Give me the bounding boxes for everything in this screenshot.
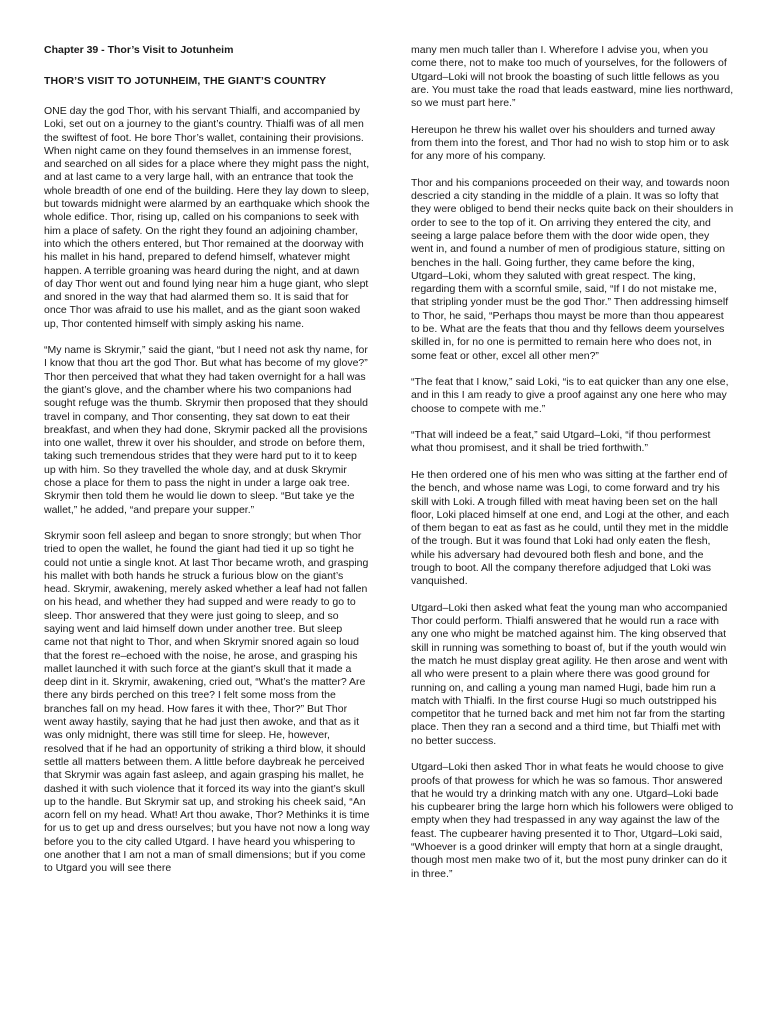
left-column [44,44,370,889]
paragraph: ONE day the god Thor, with his servant Thialfi, and accompanied by Loki, set out on a journey to the giant’s country. Thialfi was of all men the swiftest of foot. He bore Thor’s wallet, containing their provisions. When night came on they found themselves in an immense forest, and searched on all sides for a place where they might pass the night, and at last came to a very large hall, with an entrance that took the whole breadth of one end of the building. Here they lay down to sleep, but towards midnight were alarmed by an earthquake which shook the whole edifice. Thor, rising up, called on his companions to seek with him a place of safety. On the right they found an adjoining chamber, into which the others entered, but Thor remained at the doorway with his mallet in his hand, prepared to defend himself, whatever might happen. A terrible groaning was heard during the night, and at dawn of day Thor went out and found lying near him a huge giant, who slept and snored in the way that had alarmed them so. It is said that for once Thor was afraid to use his mallet, and as the giant soon waked up, Thor contented himself with simply asking his name. [44,105,370,330]
paragraph: He then ordered one of his men who was sitting at the farther end of the bench, and whose name was Logi, to come forward and try his skill with Loki. A trough filled with meat having been set on the hall floor, Loki placed himself at one end, and Logi at the other, and each of them began to eat as fast as he could, until they met in the middle of the trough. But it was found that Loki had only eaten the flesh, while his adversary had devoured both flesh and bone, and the trough to boot. All the company therefore adjudged that Loki was vanquished. [411,468,730,588]
paragraph: Skrymir soon fell asleep and began to snore strongly; but when Thor tried to open the wallet, he found the giant had tied it up so tight he could not untie a single knot. At last Thor became wroth, and grasping his mallet with both hands he struck a furious blow on the giant’s head. Skrymir, awakening, merely asked whether a leaf had not fallen on his head, and whether they had supped and were ready to go to sleep. Thor answered that they were just going to sleep, and so saying went and laid himself down under another tree. But sleep came not that night to Thor, and when Skrymir snored again so loud that the forest re–echoed with the noise, he arose, and grasping his mallet launched it with such force at the giant’s skull that it made a deep dint in it. Skrymir, awakening, cried out, “What’s the matter? Are there any birds perched on this tree? I felt some moss from the branches fall on my head. How fares it with thee, Thor?” But Thor went away hastily, saying that he had just then awoke, and that as it was only midnight, there was still time for sleep. He, however, resolved that if he had an opportunity of striking a third blow, it should settle all matters between them. A little before daybreak he perceived that Skrymir was again fast asleep, and again grasping his mallet, he dashed it with such violence that it forced its way into the giant’s skull up to the handle. But Skrymir sat up, and stroking his cheek said, “An acorn fell on my head. What! Art thou awake, Thor? Methinks it is time for us to get up and dress ourselves; but you have not now a long way before you to the city called Utgard. I have heard you whispering to one another that I am not a man of small dimensions; but if you come to Utgard you will see there [44,529,370,875]
paragraph: “The feat that I know,” said Loki, “is to eat quicker than any one else, and in this I am ready to give a proof against any one here who may choose to compete with me.” [411,376,729,415]
paragraph: “That will indeed be a feat,” said Utgard–Loki, “if thou performest what thou promisest, and it shall be tried forthwith.” [411,429,711,455]
paragraph: Hereupon he threw his wallet over his shoulders and turned away from them into the forest, and Thor had no wish to stop him or to ask for any more of his company. [411,123,729,163]
paragraph: Utgard–Loki then asked what feat the young man who accompanied Thor could perform. Thialfi answered that he would run a race with any one who might be matched against him. The king observed that skill in running was something to boast of, but if the youth would win the match he must display great agility. He then arose and went with all who were present to a plain where there was good ground for running on, and calling a young man named Hugi, bade him run a match with Thialfi. In the first course Hugi so much outstripped his competitor that he turned back and met him not far from the starting place. Then they ran a second and a third time, but Thialfi met with no better success. [411,601,728,747]
story-title: THOR’S VISIT TO JOTUNHEIM, THE GIANT’S COUNTRY [44,75,327,87]
right-column [411,44,734,894]
paragraph: “My name is Skrymir,” said the giant, “but I need not ask thy name, for I know that thou art the god Thor. But what has become of my glove?” Thor then perceived that what they had taken overnight for a hall was the giant’s glove, and the chamber where his two companions had sought refuge was the thumb. Skrymir then proposed that they should travel in company, and Thor consenting, they sat down to eat their breakfast, and when they had done, Skrymir packed all the provisions into one wallet, threw it over his shoulder, and strode on before them, taking such tremendous strides that they were hard put to it to keep up with him. So they travelled the whole day, and at dusk Skrymir chose a place for them to pass the night in under a large oak tree. Skrymir then told them he would lie down to sleep. “But take ye the wallet,” he added, “and prepare your supper.” [44,344,368,516]
chapter-heading: Chapter 39 - Thor’s Visit to Jotunheim [44,44,234,56]
paragraph: many men much taller than I. Wherefore I advise you, when you come there, not to make too much of yourselves, for the followers of Utgard–Loki will not brook the boasting of such little fellows as you are. You must take the road that leads eastward, mine lies northward, so we must part here.” [411,44,734,110]
paragraph: Utgard–Loki then asked Thor in what feats he would choose to give proofs of that prowess for which he was so famous. Thor answered that he would try a drinking match with any one. Utgard–Loki bade his cupbearer bring the large horn which his followers were obliged to empty when they had trespassed in any way against the law of the feast. The cupbearer having presented it to Thor, Utgard–Loki said, “Whoever is a good drinker will empty that horn at a single draught, though most men make two of it, but the most puny drinker can do it in three.” [411,761,734,880]
paragraph: Thor and his companions proceeded on their way, and towards noon descried a city standing in the middle of a plain. It was so lofty that they were obliged to bend their necks quite back on their shoulders in order to see to the top of it. On arriving they entered the city, and seeing a large palace before them with the door wide open, they went in, and found a number of men of prodigious stature, sitting on benches in the hall. Going further, they came before the king, Utgard–Loki, whom they saluted with great respect. The king, regarding them with a scornful smile, said, “If I do not mistake me, that stripling yonder must be the god Thor.” Then addressing himself to Thor, he said, “Perhaps thou mayst be more than thou appearest to be. What are the feats that thou and thy fellows deem yourselves skilled in, for no one is permitted to remain here who does not, in some feat or other, excel all other men?” [411,176,734,362]
